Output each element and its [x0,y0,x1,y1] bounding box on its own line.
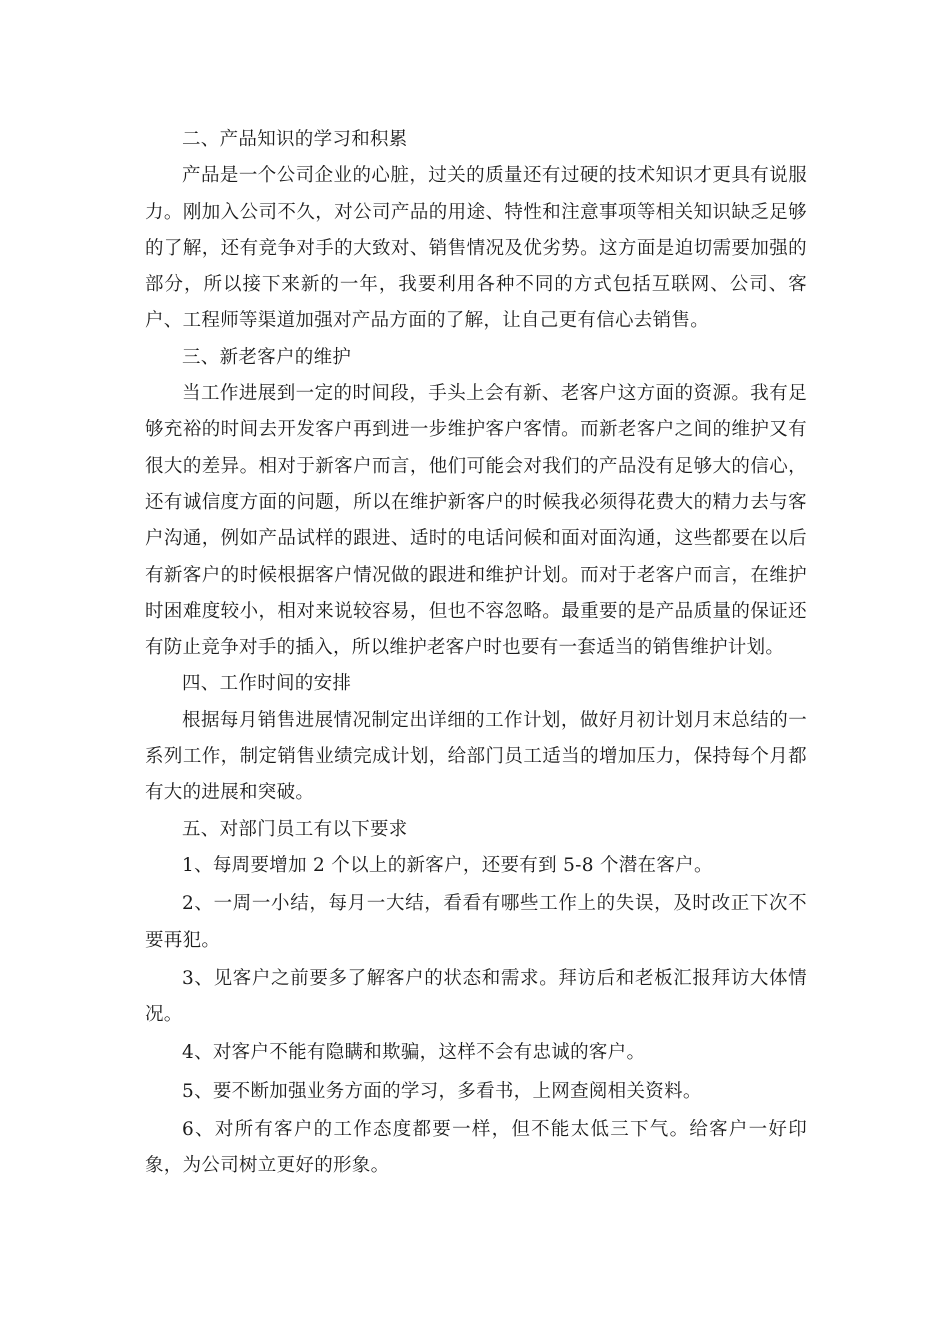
list-item: 3、见客户之前要多了解客户的状态和需求。拜访后和老板汇报拜访大体情况。 [145,967,807,1026]
section-heading: 四、工作时间的安排 [182,673,352,695]
body-paragraph: 产品是一个公司企业的心脏，过关的质量还有过硬的技术知识才更具有说服力。刚加入公司不久，对公司产品的用途、特性和注意事项等相关知识缺乏足够的了解，还有竞争对手的大致对、销售情况及优劣势。这方面是迫切需要加强的部分，所以接下来新的一年，我要利用各种不同的方式包括互联网、公司、客户、工程师等渠道加强对产品方面的了解，让自己更有信心去销售。 [145,165,807,332]
list-item: 4、对客户不能有隐瞒和欺骗，这样不会有忠诚的客户。 [182,1042,646,1064]
list-item: 6、对所有客户的工作态度都要一样，但不能太低三下气。给客户一好印象，为公司树立更好的形象。 [145,1119,807,1177]
list-item: 2、一周一小结，每月一大结，看看有哪些工作上的失误，及时改正下次不要再犯。 [145,893,807,951]
section-heading: 三、新老客户的维护 [182,346,352,368]
document-page [145,122,807,1187]
body-paragraph: 根据每月销售进展情况制定出详细的工作计划，做好月初计划月末总结的一系列工作，制定销售业绩完成计划，给部门员工适当的增加压力，保持每个月都有大的进展和突破。 [145,709,807,804]
list-item: 5、要不断加强业务方面的学习，多看书，上网查阅相关资料。 [182,1080,702,1102]
section-heading: 二、产品知识的学习和积累 [182,129,408,150]
body-paragraph: 当工作进展到一定的时间段，手头上会有新、老客户这方面的资源。我有足够充裕的时间去开发客户再到进一步维护客户客情。而新老客户之间的维护又有很大的差异。相对于新客户而言，他们可能会对我们的产品没有足够大的信心，还有诚信度方面的问题，所以在维护新客户的时候我必须得花费大的精力去与客户沟通，例如产品试样的跟进、适时的电话问候和面对面沟通，这些都要在以后有新客户的时候根据客户情况做的跟进和维护计划。而对于老客户而言，在维护时困难度较小，相对来说较容易，但也不容忽略。最重要的是产品质量的保证还有防止竞争对手的插入，所以维护老客户时也要有一套适当的销售维护计划。 [145,383,807,659]
list-item: 1、每周要增加 2 个以上的新客户，还要有到 5-8 个潜在客户。 [182,854,713,876]
section-heading: 五、对部门员工有以下要求 [182,818,408,840]
